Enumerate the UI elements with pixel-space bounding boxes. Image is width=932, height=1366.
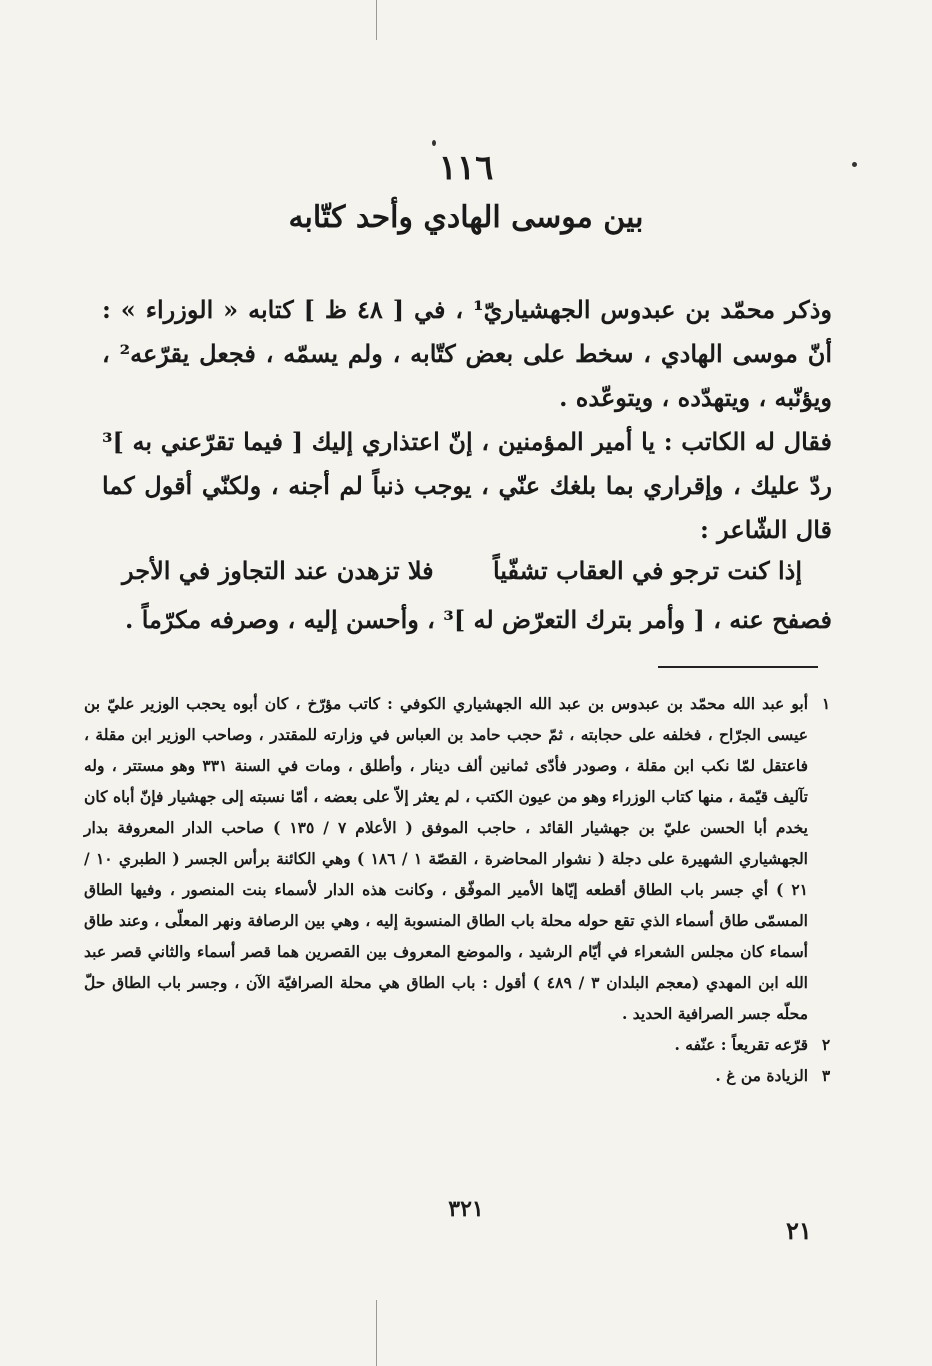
footnote-divider bbox=[658, 666, 818, 668]
signature-mark: ٢١ bbox=[786, 1216, 812, 1245]
footnote-number: ٢ bbox=[821, 1035, 831, 1054]
footnotes bbox=[84, 688, 844, 1091]
scan-crease-line-top bbox=[376, 0, 377, 40]
footnote-text: قرّعه تقريعاً : عنّفه . bbox=[674, 1035, 808, 1054]
footnote-text: الزيادة من غ . bbox=[715, 1066, 808, 1085]
closing-paragraph: فصفح عنه ، [ وأمر بترك التعرّض له ]³ ، وأحسن إليه ، وصرفه مكرّماً . bbox=[125, 605, 832, 634]
footnote-number: ٣ bbox=[821, 1066, 831, 1085]
page-number: ٣٢١ bbox=[448, 1196, 484, 1222]
footnote-number: ١ bbox=[821, 694, 831, 713]
scan-crease-line-bottom bbox=[376, 1300, 377, 1366]
poetry-verse bbox=[122, 556, 802, 585]
footnote-text: أبو عبد الله محمّد بن عبدوس بن عبد الله الجهشياري الكوفي : كاتب مؤرّخ ، كان أبوه يحجب الوزير عليّ بن عيسى الجرّاح ، فخلفه على حجابته ، ثمّ حجب حامد بن العباس في وزارته للمقتدر ، وصاحب الوزير ابن مقلة ، فاعتقل لمّا نكب ابن مقلة ، وصودر فأدّى ثمانين ألف دينار ، وأطلق ، ومات في السنة ٣٣١ وهو مستتر ، وله تآليف قيّمة ، منها كتاب الوزراء وهو من عيون الكتب ، لم يعثر إلاّ على بعضه ، أمّا نسبته إلى جهشيار فإنّ أباه كان يخدم أبا الحسن عليّ بن جهشيار القائد ، حاجب الموفق ( الأعلام ٧ / ١٣٥ ) صاحب الدار المعروفة بدار الجهشياري الشهيرة على دجلة ( نشوار المحاضرة ، القصّة ١ / ١٨٦ ) وهي الكائنة برأس الجسر ( الطبري ١٠ / ٢١ ) أي جسر باب الطاق أقطعه إيّاها الأمير الموفّق ، وكانت هذه الدار لأسماء بنت المنصور ، وفيها الطاق المسمّى طاق أسماء الذي تقع حوله محلة باب الطاق المنسوبة إليه ، وهي بين الرصافة ونهر المعلّى ، وعند طاق أسماء كان مجلس الشعراء في أيّام الرشيد ، والموضع المعروف بين القصرين هما قصر أسماء والثاني قصر عبد الله ابن المهدي (معجم البلدان ٣ / ٤٨٩ ) أقول : باب الطاق هي محلة الصرافيّة الآن ، وجسر باب الطاق حلّ محلّه جسر الصرافية الحديد . bbox=[84, 694, 808, 1023]
footnote bbox=[84, 1060, 844, 1091]
anecdote-number: ١١٦ bbox=[438, 148, 494, 188]
footnote bbox=[84, 1029, 844, 1060]
paragraph-2: فقال له الكاتب : يا أمير المؤمنين ، إنّ اعتذاري إليك [ فيما تقرّعني به ]³ ردّ عليك ، وإقراري بما بلغك عنّي ، يوجب ذنباً لم أجنه ، ولكنّي أقول كما قال الشّاعر : bbox=[102, 427, 832, 544]
footnote bbox=[84, 688, 844, 1029]
verse-first-hemistich: إذا كنت ترجو في العقاب تشفّياً bbox=[492, 556, 802, 585]
ink-speck bbox=[432, 140, 436, 146]
anecdote-title: بين موسى الهادي وأحد كتّابه bbox=[288, 200, 644, 235]
paragraph-1: وذكر محمّد بن عبدوس الجهشياريّ¹ ، في [ ٤٨ ظ ] كتابه « الوزراء » : أنّ موسى الهادي ، سخط على بعض كتّابه ، ولم يسمّه ، فجعل يقرّعه² ، ويؤنّبه ، ويتهدّده ، ويتوعّده . bbox=[102, 295, 833, 412]
verse-second-hemistich: فلا تزهدن عند التجاوز في الأجر bbox=[122, 556, 434, 585]
